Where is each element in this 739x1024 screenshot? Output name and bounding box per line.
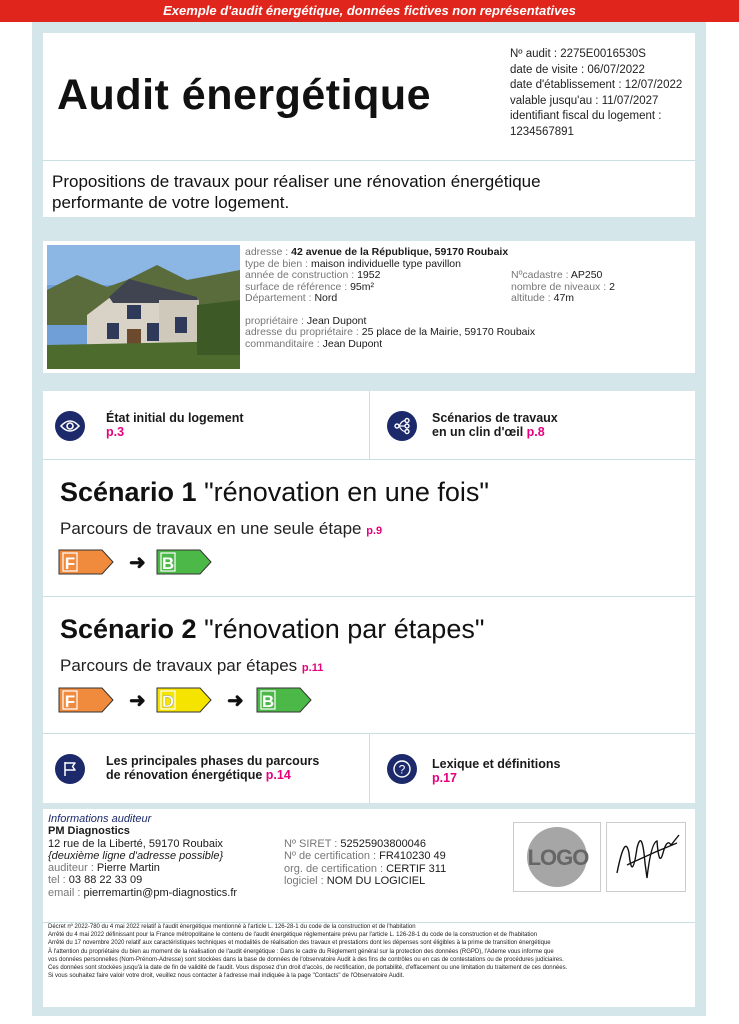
- energy-class-b-letter: B: [161, 554, 175, 573]
- nav-phases-title-1: Les principales phases du parcours: [106, 754, 320, 768]
- flag-icon: [55, 754, 85, 784]
- software-label: logiciel :: [284, 874, 327, 887]
- scenario-2-title-bold: Scénario 2: [60, 614, 197, 644]
- establishment-date: date d'établissement : 12/07/2022: [510, 79, 683, 91]
- scenario-2[interactable]: [43, 597, 695, 733]
- auditor-tel: 03 88 22 33 09: [68, 874, 143, 887]
- altitude-value: 47m: [553, 292, 575, 304]
- energy-class-b-letter: B: [261, 692, 275, 711]
- nav-scenarios-title-2: en un clin d'œil: [432, 425, 527, 439]
- branch-icon: [387, 411, 417, 441]
- auditor-company: PM Diagnostics: [48, 825, 130, 838]
- arrow-right-icon: ➜: [227, 690, 244, 712]
- certification-info: [284, 838, 446, 887]
- subtitle-line-1: Propositions de travaux pour réaliser une rénovation énergétique: [52, 172, 541, 191]
- owner-value: Jean Dupont: [306, 314, 367, 327]
- address-label: adresse :: [245, 246, 292, 258]
- nav-scenarios-page[interactable]: p.8: [526, 425, 545, 439]
- fiscal-id: 1234567891: [510, 125, 574, 138]
- svg-text:?: ?: [398, 762, 406, 777]
- nav-scenarios-overview[interactable]: [370, 391, 695, 459]
- cert-value: FR410230 49: [379, 850, 446, 863]
- sponsor-value: Jean Dupont: [322, 337, 383, 350]
- page-frame: [32, 22, 706, 1016]
- fiscal-id-label: identifiant fiscal du logement :: [510, 110, 662, 122]
- arrow-right-icon: ➜: [129, 552, 146, 574]
- legal-line: À l'attention du propriétaire du bien au moment de la réalisation de l'audit énergétique : Dans le cadre du Règlement général sur la protection des données (RGPD), l'Ademe vous informe que: [48, 948, 554, 955]
- type-label: type de bien :: [245, 257, 311, 270]
- help-icon: [387, 754, 417, 784]
- energy-class-b: [156, 549, 212, 575]
- nav-initial-state-title: État initial du logement: [106, 411, 244, 425]
- validity-date: valable jusqu'au : 11/07/2027: [510, 94, 659, 107]
- dept-label: Département :: [245, 292, 315, 304]
- scenario-1-title: [60, 477, 489, 508]
- nav-lexicon-page[interactable]: p.17: [432, 771, 458, 785]
- header-card: [43, 33, 695, 217]
- surface-value: 95m²: [350, 280, 374, 293]
- year-label: année de construction :: [245, 269, 358, 281]
- divider: [43, 160, 695, 161]
- eye-icon: [55, 411, 85, 441]
- cadastre-label: Nºcadastre :: [511, 269, 571, 281]
- address-value: 42 avenue de la République, 59170 Roubaix: [291, 246, 509, 258]
- legal-line: Décret nº 2022-780 du 4 mai 2022 relatif à l'audit énergétique mentionné à l'article L. 126-28-1 du code de la construction et de l'habitation: [48, 924, 416, 930]
- signature-box: [606, 822, 686, 892]
- energy-class-f-letter: F: [64, 554, 76, 573]
- auditor-name: Pierre Martin: [96, 862, 160, 875]
- surface-label: surface de référence :: [245, 280, 351, 293]
- nav-lexicon-title: Lexique et définitions: [432, 757, 561, 771]
- page-title: Audit énergétique: [57, 71, 432, 119]
- audit-meta: [510, 47, 682, 140]
- legal-line: Arrêté du 17 novembre 2020 relatif aux caractéristiques techniques et modalités de réalisation des travaux et prestations dont les dépenses sont éligibles à la prime de transition énergétique: [48, 940, 551, 947]
- owner-address-value: 25 place de la Mairie, 59170 Roubaix: [361, 326, 536, 338]
- levels-label: nombre de niveaux :: [511, 280, 610, 293]
- energy-class-f: [58, 549, 114, 575]
- org-value: CERTIF 311: [386, 862, 447, 875]
- summary-card: [43, 391, 695, 803]
- altitude-label: altitude :: [511, 292, 554, 304]
- audit-number: Nº audit : 2275E0016530S: [510, 48, 646, 60]
- siret-label: Nº SIRET :: [284, 838, 341, 850]
- nav-scenarios-title-1: Scénarios de travaux: [432, 411, 558, 425]
- subtitle-line-2: performante de votre logement.: [52, 193, 290, 212]
- owner-address-label: adresse du propriétaire :: [245, 326, 362, 338]
- energy-class-b: [256, 687, 312, 713]
- legal-line: vos données personnelles (Nom-Prénom-Adresse) sont stockées dans la base de données de l'observatoire Audit à des fins de contrôles ou en cas de contestations ou de procédures judiciaires.: [48, 956, 564, 963]
- type-value: maison individuelle type pavillon: [310, 257, 461, 270]
- auditor-section-title: Informations auditeur: [48, 813, 152, 825]
- software-value: NOM DU LOGICIEL: [326, 874, 426, 887]
- energy-class-f-letter: F: [64, 692, 76, 711]
- auditor-card: [43, 809, 695, 1007]
- tel-label: tel :: [48, 874, 69, 887]
- email-label: email :: [48, 886, 84, 899]
- property-card: [43, 241, 695, 373]
- visit-date: date de visite : 06/07/2022: [510, 63, 645, 76]
- scenario-1-title-bold: Scénario 1: [60, 477, 197, 507]
- scenario-1-subtitle: Parcours de travaux en une seule étape: [60, 519, 367, 538]
- logo-box: [513, 822, 601, 892]
- scenario-2-page[interactable]: p.11: [301, 662, 324, 674]
- levels-value: 2: [609, 280, 615, 293]
- signature: [607, 823, 687, 893]
- scenario-1-title-rest: "rénovation en une fois": [196, 477, 489, 507]
- legal-line: Si vous souhaitez faire valoir votre droit, veuillez nous contacter à l'adresse mail indiquée à la page "Contacts" de l'Observatoire Audit.: [48, 973, 405, 980]
- scenario-1-page[interactable]: p.9: [366, 525, 383, 537]
- cert-label: Nº de certification :: [284, 850, 380, 863]
- house-photo: [47, 245, 240, 369]
- nav-lexicon[interactable]: [370, 734, 695, 803]
- scenario-1[interactable]: [43, 460, 695, 596]
- auditor-address-2: {deuxième ligne d'adresse possible}: [48, 849, 224, 862]
- nav-phases-page[interactable]: p.14: [265, 768, 291, 782]
- owner-label: propriétaire :: [245, 314, 307, 327]
- cadastre-value: AP250: [570, 269, 603, 281]
- scenario-2-title-rest: "rénovation par étapes": [196, 614, 485, 644]
- year-value: 1952: [357, 269, 381, 281]
- energy-class-d-letter: D: [161, 692, 175, 711]
- legal-line: Arrêté du 4 mai 2022 définissant pour la France métropolitaine le contenu de l'audit énergétique réglementaire prévu par l'article L. 126-28-1 du code de la construction et de l'habitation: [48, 932, 538, 939]
- legal-notice: [48, 923, 693, 980]
- auditor-label: auditeur :: [48, 862, 97, 875]
- org-label: org. de certification :: [284, 862, 387, 875]
- auditor-address-1: 12 rue de la Liberté, 59170 Roubaix: [48, 837, 223, 850]
- disclaimer-banner: Exemple d'audit énergétique, données fictives non représentatives: [0, 0, 739, 22]
- energy-class-d: [156, 687, 212, 713]
- legal-line: Ces données sont stockées jusqu'à la date de fin de validité de l'audit. Vous disposez d'un droit d'accès, de rectification, de portabilité, d'effacement ou une limitation du traitement de ces données.: [48, 965, 568, 972]
- siret-value: 52525903800046: [340, 838, 427, 850]
- energy-class-f: [58, 687, 114, 713]
- scenario-2-title: [60, 614, 484, 645]
- nav-initial-state[interactable]: [43, 391, 369, 459]
- page-subtitle: [52, 171, 541, 213]
- sponsor-label: commanditaire :: [245, 337, 323, 350]
- nav-phases-title-2: de rénovation énergétique: [106, 768, 266, 782]
- dept-value: Nord: [314, 292, 338, 304]
- logo-text: LOGO: [527, 845, 589, 870]
- nav-initial-state-page[interactable]: p.3: [106, 425, 125, 439]
- scenario-2-subtitle: Parcours de travaux par étapes: [60, 656, 302, 675]
- arrow-right-icon: ➜: [129, 690, 146, 712]
- auditor-info: [48, 813, 237, 899]
- auditor-email[interactable]: pierremartin@pm-diagnostics.fr: [83, 886, 238, 899]
- property-details: [245, 247, 685, 350]
- nav-phases[interactable]: [43, 734, 369, 803]
